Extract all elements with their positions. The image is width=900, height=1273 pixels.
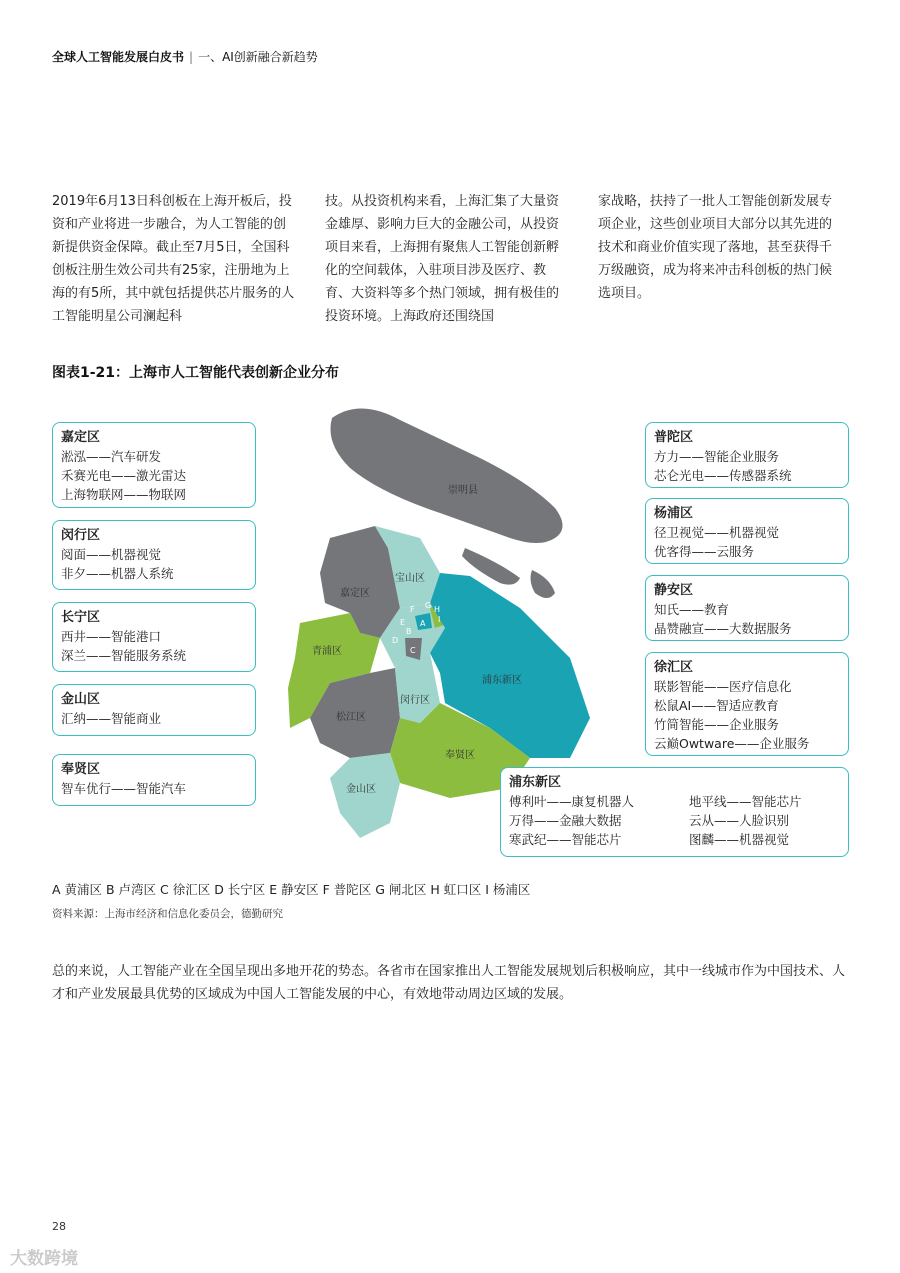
district-box-fengxian xyxy=(52,754,256,806)
district-name: 奉贤区 xyxy=(61,762,101,777)
company-line: 芯仑光电——传感器系统 xyxy=(654,468,792,483)
district-name: 金山区 xyxy=(61,692,101,707)
district-name: 浦东新区 xyxy=(509,775,562,790)
company-line: 上海物联网——物联网 xyxy=(61,487,187,502)
header-separator: | xyxy=(189,50,194,64)
company-line: 图麟——机器视觉 xyxy=(689,832,790,847)
label-jinshan: 金山区 xyxy=(346,784,376,795)
district-box-minhang xyxy=(52,520,256,590)
company-line: 深兰——智能服务系统 xyxy=(61,648,187,663)
summary-paragraph: 总的来说，人工智能产业在全国呈现出多地开花的势态。各省市在国家推出人工智能发展规划后积极响应，其中一线城市作为中国技术、人才和产业发展最具优势的区域成为中国人工智能发展的中心，有效地带动周边区域的发展。 xyxy=(52,964,846,1002)
district-box-jinshan xyxy=(52,684,256,736)
company-line: 知氏——教育 xyxy=(654,602,730,617)
company-line: 非夕——机器人系统 xyxy=(61,566,174,581)
label-i: I xyxy=(438,615,441,624)
label-chongming: 崇明县 xyxy=(448,485,478,496)
company-line: 晶赞融宣——大数据服务 xyxy=(654,621,792,636)
paragraph-column-2: 技。从投资机构来看，上海汇集了大量资金雄厚、影响力巨大的金融公司，从投资项目来看，上海拥有聚焦人工智能创新孵化的空间载体，入驻项目涉及医疗、教育、大资料等多个热门领域，拥有极佳的投资环境。上海政府还围绕国 xyxy=(325,194,560,324)
label-baoshan: 宝山区 xyxy=(395,573,425,584)
district-name: 普陀区 xyxy=(654,430,694,445)
label-songjiang: 松江区 xyxy=(336,712,366,723)
district-box-jingan xyxy=(645,575,849,641)
label-f: F xyxy=(410,605,415,614)
company-line: 径卫视觉——机器视觉 xyxy=(654,525,780,540)
company-line: 方力——智能企业服务 xyxy=(654,449,780,464)
district-name: 杨浦区 xyxy=(654,506,694,521)
label-fengxian: 奉贤区 xyxy=(445,750,475,761)
district-name: 徐汇区 xyxy=(654,660,694,675)
label-g: G xyxy=(425,601,432,610)
company-line: 阅面——机器视觉 xyxy=(61,547,162,562)
company-line: 万得——金融大数据 xyxy=(509,813,622,828)
paragraph-column-1: 2019年6月13日科创板在上海开板后，投资和产业将进一步融合，为人工智能的创新提供资金保障。截止至7月5日，全国科创板注册生效公司共有25家，注册地为上海的有5所，其中就包括提供芯片服务的人工智能明星公司澜起科 xyxy=(52,194,295,324)
district-name: 嘉定区 xyxy=(61,430,101,445)
company-line: 寒武纪——智能芯片 xyxy=(509,832,622,847)
district-box-pudong xyxy=(500,767,849,857)
district-box-xuhui xyxy=(645,652,849,756)
label-b: B xyxy=(406,627,412,636)
company-line: 松鼠AI——智适应教育 xyxy=(654,698,779,713)
company-line: 云巅Owtware——企业服务 xyxy=(654,736,810,751)
district-name: 静安区 xyxy=(654,583,694,598)
page-header xyxy=(52,48,318,65)
label-e: E xyxy=(400,618,406,627)
label-h: H xyxy=(434,605,441,614)
district-box-putuo xyxy=(645,422,849,488)
company-line: 云从——人脸识别 xyxy=(689,813,790,828)
company-line: 智车优行——智能汽车 xyxy=(61,781,187,796)
district-name: 长宁区 xyxy=(61,610,101,625)
map-legend: A 黄浦区 B 卢湾区 C 徐汇区 D 长宁区 E 静安区 F 普陀区 G 闸北区 H 虹口区 I 杨浦区 xyxy=(52,882,531,897)
company-line: 汇纳——智能商业 xyxy=(61,711,162,726)
map-island-2 xyxy=(531,570,555,598)
label-jiading: 嘉定区 xyxy=(340,588,370,599)
district-box-yangpu xyxy=(645,498,849,564)
label-pudong: 浦东新区 xyxy=(482,675,522,686)
map-jinshan xyxy=(330,753,400,838)
watermark: 大数跨境 xyxy=(10,1249,78,1269)
paragraph-column-3: 家战略，扶持了一批人工智能创新发展专项企业，这些创业项目大部分以其先进的技术和商业价值实现了落地，甚至获得千万级融资，成为将来冲击科创板的热门候选项目。 xyxy=(598,194,833,301)
district-box-jiading xyxy=(52,422,256,508)
label-minhang: 闵行区 xyxy=(400,695,430,706)
district-name: 闵行区 xyxy=(61,528,101,543)
map-chongming xyxy=(330,408,562,543)
company-line: 淞泓——汽车研发 xyxy=(61,449,162,464)
label-qingpu: 青浦区 xyxy=(312,646,342,657)
section-title: 一、AI创新融合新趋势 xyxy=(198,50,318,64)
page-number: 28 xyxy=(52,1220,66,1233)
company-line: 西井——智能港口 xyxy=(61,629,162,644)
report-title: 全球人工智能发展白皮书 xyxy=(52,50,185,64)
label-a: A xyxy=(420,619,426,628)
company-line: 禾赛光电——激光雷达 xyxy=(61,468,187,483)
company-line: 傅利叶——康复机器人 xyxy=(509,794,635,809)
company-line: 联影智能——医疗信息化 xyxy=(654,679,792,694)
label-c: C xyxy=(410,646,416,655)
company-line: 优客得——云服务 xyxy=(654,544,755,559)
figure-source: 资料来源：上海市经济和信息化委员会，德勤研究 xyxy=(52,908,283,920)
figure-title: 图表1-21：上海市人工智能代表创新企业分布 xyxy=(52,365,340,381)
company-line: 地平线——智能芯片 xyxy=(689,794,802,809)
district-box-changning xyxy=(52,602,256,672)
label-d: D xyxy=(392,636,399,645)
company-line: 竹简智能——企业服务 xyxy=(654,717,780,732)
